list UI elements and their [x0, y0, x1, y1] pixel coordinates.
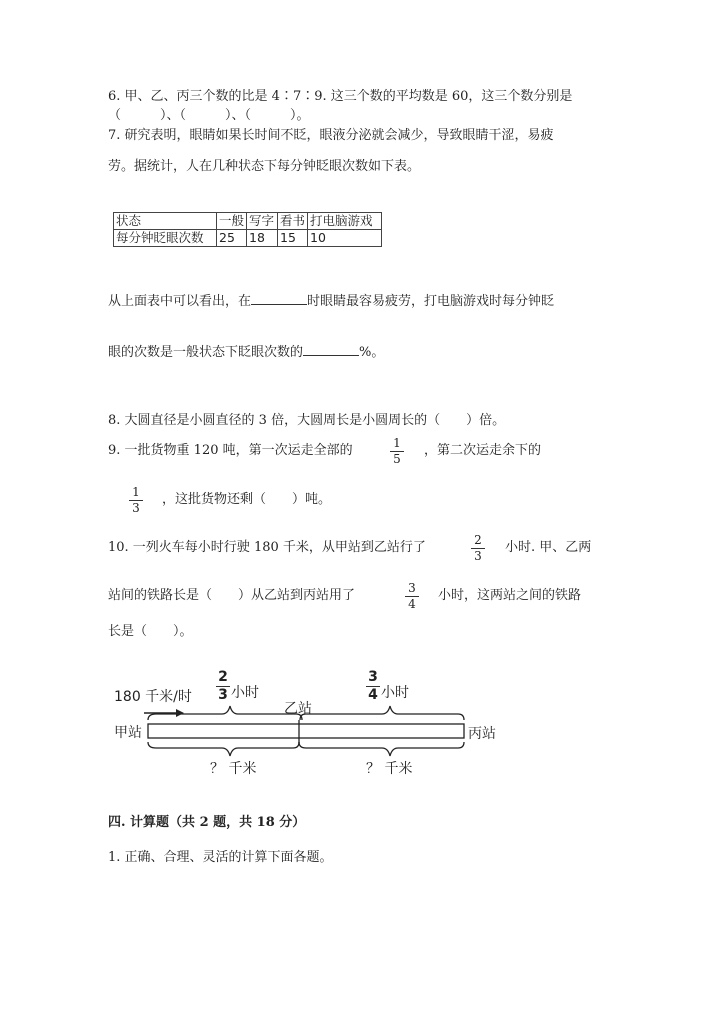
q10-line2-post: 小时，这两站之间的铁路 — [438, 588, 582, 603]
diagram-fraction-2 — [366, 670, 380, 703]
diagram-fraction-1 — [216, 670, 230, 703]
q7-fill2-post: %。 — [359, 345, 385, 360]
table-row — [114, 213, 382, 230]
table-cell: 15 — [278, 230, 308, 247]
table-cell: 一般 — [217, 213, 247, 230]
fraction-numerator: 3 — [408, 581, 416, 595]
table-cell: 看书 — [278, 213, 308, 230]
fraction-denominator: 3 — [218, 687, 228, 703]
answer-blank[interactable] — [303, 343, 359, 356]
table-cell: 10 — [308, 230, 382, 247]
hours-label-1: 小时 — [231, 685, 259, 701]
q7-line2: 劳。据统计，人在几种状态下每分钟眨眼次数如下表。 — [108, 159, 421, 174]
q9-mid: ，第二次运走余下的 — [424, 443, 542, 458]
table-cell: 每分钟眨眼次数 — [114, 230, 217, 247]
table-cell: 写字 — [247, 213, 278, 230]
station-jia-label: 甲站 — [114, 725, 142, 741]
q7-fill2-pre: 眼的次数是一般状态下眨眼次数的 — [108, 345, 304, 360]
table-row — [114, 230, 382, 247]
table-cell: 状态 — [114, 213, 217, 230]
q7-fill1-post: 时眼睛最容易疲劳，打电脑游戏时每分钟眨 — [307, 294, 555, 309]
q9-fraction-1 — [390, 437, 404, 466]
q10-pre: 10. 一列火车每小时行驶 180 千米，从甲站到乙站行了 — [108, 540, 426, 555]
fraction-denominator: 3 — [132, 501, 140, 515]
q10-line2-pre: 站间的铁路长是（ ）从乙站到丙站用了 — [108, 588, 356, 603]
fraction-numerator: 2 — [218, 669, 228, 685]
q10-post1: 小时. 甲、乙两 — [505, 540, 592, 555]
q7-fill1-pre: 从上面表中可以看出，在 — [108, 294, 252, 309]
fraction-denominator: 4 — [408, 597, 416, 611]
station-bing-label: 丙站 — [468, 726, 496, 742]
fraction-numerator: 2 — [474, 533, 482, 547]
q10-fraction-1 — [471, 534, 485, 563]
fraction-numerator: 3 — [368, 669, 378, 685]
table-cell: 25 — [217, 230, 247, 247]
q6-line2: （ ）、（ ）、（ ）。 — [108, 108, 310, 123]
section-4-title: 四. 计算题（共 2 题，共 18 分） — [108, 815, 306, 830]
answer-blank[interactable] — [251, 292, 307, 305]
q9-pre: 9. 一批货物重 120 吨，第一次运走全部的 — [108, 443, 353, 458]
q10-fraction-2 — [405, 582, 419, 611]
q8-text: 8. 大圆直径是小圆直径的 3 倍，大圆周长是小圆周长的（ ）倍。 — [108, 413, 506, 428]
q6-line1: 6. 甲、乙、丙三个数的比是 4∶7∶9. 这三个数的平均数是 60，这三个数分别是 — [108, 89, 573, 104]
station-yi-label: 乙站 — [284, 701, 312, 717]
q10-line3: 长是（ ）。 — [108, 624, 193, 639]
fraction-denominator: 4 — [368, 687, 378, 703]
fraction-denominator: 3 — [474, 549, 482, 563]
fraction-denominator: 5 — [393, 452, 401, 466]
q7-fill1 — [108, 292, 554, 310]
fraction-numerator: 1 — [132, 485, 140, 499]
blink-table — [113, 212, 382, 247]
section-4-q1: 1. 正确、合理、灵活的计算下面各题。 — [108, 850, 333, 865]
unknown-distance-1: ？ 千米 — [210, 761, 257, 777]
speed-label: 180 千米/时 — [114, 689, 192, 705]
table-cell: 打电脑游戏 — [308, 213, 382, 230]
q7-line1: 7. 研究表明，眼睛如果长时间不眨，眼液分泌就会减少，导致眼睛干涩，易疲 — [108, 128, 554, 143]
unknown-distance-2: ？ 千米 — [366, 761, 413, 777]
q9-post: ，这批货物还剩（ ）吨。 — [162, 492, 332, 507]
railway-diagram — [100, 668, 520, 788]
table-cell: 18 — [247, 230, 278, 247]
q9-fraction-2 — [129, 486, 143, 515]
hours-label-2: 小时 — [381, 685, 409, 701]
fraction-numerator: 1 — [393, 436, 401, 450]
q7-fill2 — [108, 343, 384, 361]
